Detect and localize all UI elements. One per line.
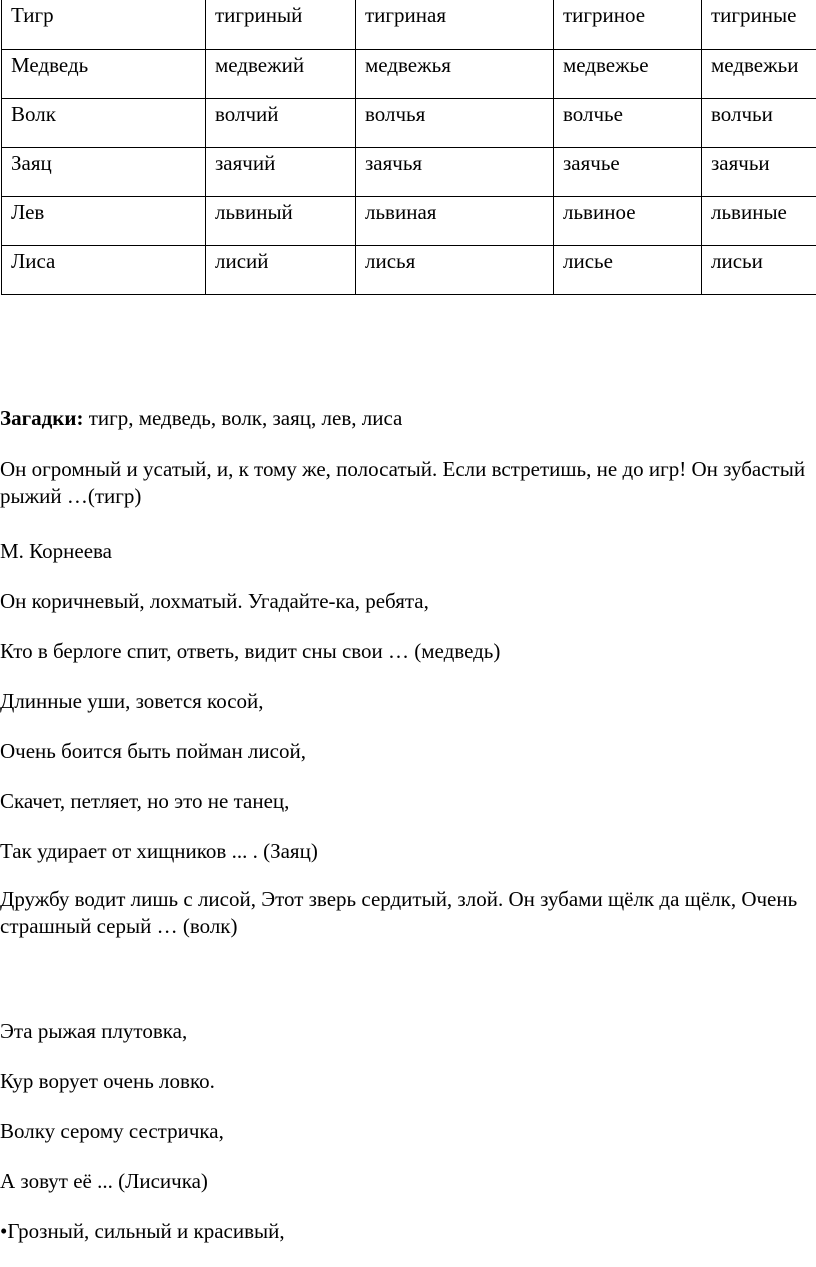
riddle-line: Волку серому сестричка, — [0, 1119, 224, 1143]
table-cell: лисья — [356, 245, 554, 294]
riddles-heading-answers: тигр, медведь, волк, заяц, лев, лиса — [83, 406, 403, 430]
table-cell: волчье — [554, 98, 702, 147]
adjectives-table — [1, 0, 816, 295]
table-row — [2, 0, 816, 49]
table-row — [2, 147, 816, 196]
table-cell: медвежье — [554, 49, 702, 98]
table-cell: Медведь — [2, 49, 206, 98]
riddle-line: А зовут её ... (Лисичка) — [0, 1169, 208, 1193]
table-cell: волчья — [356, 98, 554, 147]
table-cell: медвежья — [356, 49, 554, 98]
table-cell: тигриный — [206, 0, 356, 49]
table-cell: заячий — [206, 147, 356, 196]
table-cell: тигриная — [356, 0, 554, 49]
riddle-line: •Грозный, сильный и красивый, — [0, 1219, 285, 1243]
table-row — [2, 245, 816, 294]
table-cell: медвежий — [206, 49, 356, 98]
riddle-author: М. Корнеева — [0, 539, 112, 563]
riddle-line: Кур ворует очень ловко. — [0, 1069, 215, 1093]
table-cell: лисьи — [702, 245, 816, 294]
riddle-line: Эта рыжая плутовка, — [0, 1019, 188, 1043]
table-cell: заячьи — [702, 147, 816, 196]
table-cell: Лиса — [2, 245, 206, 294]
table-cell: львиные — [702, 196, 816, 245]
table-cell: волчьи — [702, 98, 816, 147]
riddle-line: Скачет, петляет, но это не танец, — [0, 789, 290, 813]
riddle-line: Он коричневый, лохматый. Угадайте-ка, ребята, — [0, 589, 429, 613]
table-cell: заячье — [554, 147, 702, 196]
riddles-heading — [0, 405, 816, 432]
riddle-line: Кто в берлоге спит, ответь, видит сны свои … (медведь) — [0, 639, 501, 663]
table-cell: Волк — [2, 98, 206, 147]
table-cell: львиная — [356, 196, 554, 245]
table-cell: Лев — [2, 196, 206, 245]
riddles-heading-label: Загадки: — [0, 406, 84, 430]
table-cell: заячья — [356, 147, 554, 196]
riddle-line: Очень боится быть пойман лисой, — [0, 739, 306, 763]
table-cell: медвежьи — [702, 49, 816, 98]
riddle-line: Так удирает от хищников ... . (Заяц) — [0, 839, 318, 863]
table-row — [2, 196, 816, 245]
table-cell: Заяц — [2, 147, 206, 196]
table-row — [2, 49, 816, 98]
riddle-line: Он огромный и усатый, и, к тому же, полосатый. Если встретишь, не до игр! Он зубастый рыжий …(тигр) — [0, 457, 806, 508]
table-cell: тигриные — [702, 0, 816, 49]
table-cell: львиный — [206, 196, 356, 245]
table-cell: лисье — [554, 245, 702, 294]
table-cell: львиное — [554, 196, 702, 245]
table-row — [2, 98, 816, 147]
table-cell: лисий — [206, 245, 356, 294]
riddle-line: Дружбу водит лишь с лисой, Этот зверь сердитый, злой. Он зубами щёлк да щёлк, Очень страшный серый … (волк) — [0, 887, 798, 938]
riddle-line: Длинные уши, зовется косой, — [0, 689, 264, 713]
table-cell: Тигр — [2, 0, 206, 49]
table-cell: волчий — [206, 98, 356, 147]
table-cell: тигриное — [554, 0, 702, 49]
